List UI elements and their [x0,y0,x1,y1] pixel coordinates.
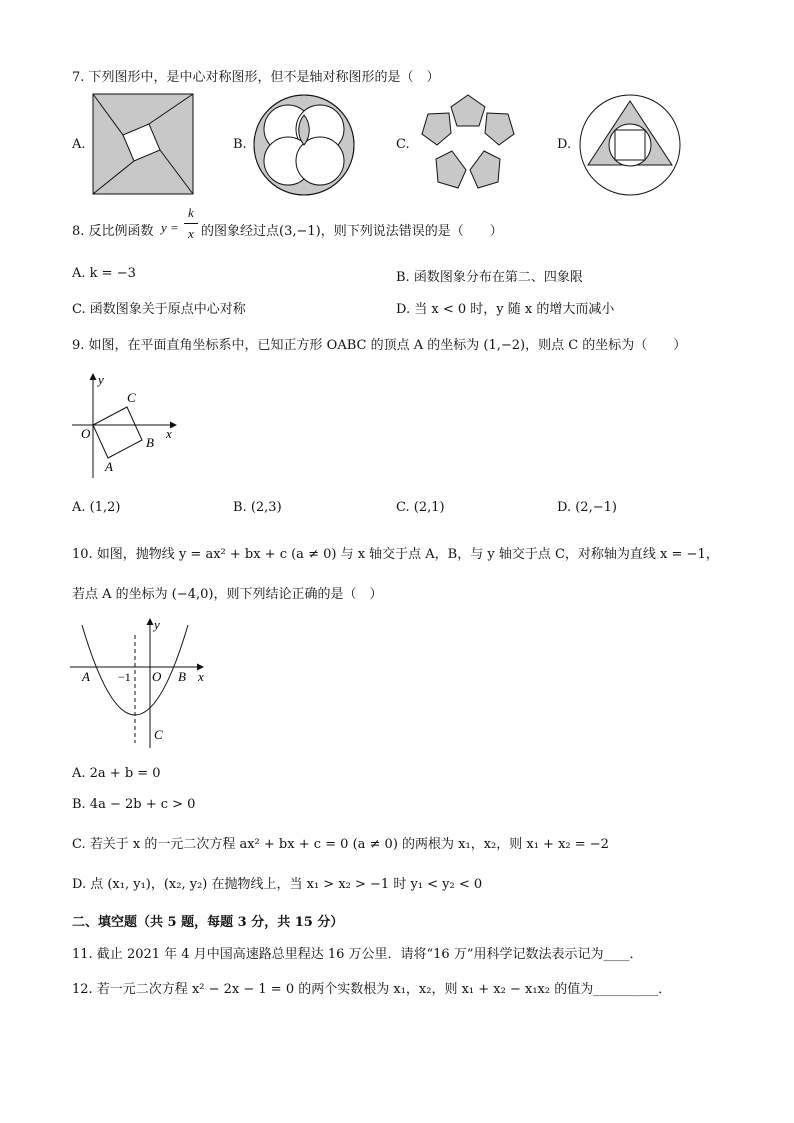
q9-option-d: D. (2,−1) [557,500,617,515]
q10-label-neg1: −1 [118,670,131,684]
q9-label-x: x [166,426,172,441]
q8-function-lhs: y = [161,220,179,235]
q8-fraction-denominator: x [188,226,194,241]
q9-label-b: B [146,435,154,450]
q10-label-c: C [154,727,163,742]
q10-label-o: O [152,669,162,684]
q9-stem: 9. 如图，在平面直角坐标系中，已知正方形 OABC 的顶点 A 的坐标为 (1,−2)，则点 C 的坐标为（ ） [72,338,687,353]
q10-option-d: D. 点 (x₁, y₁)，(x₂, y₂) 在抛物线上，当 x₁ > x₂ > −1 时 y₁ < y₂ < 0 [72,877,483,892]
q9-option-c: C. (2,1) [396,500,445,515]
q7-figure-b [252,93,356,197]
q10-stem-line2: 若点 A 的坐标为 (−4,0)，则下列结论正确的是（ ） [72,587,383,602]
q7-option-b-label: B. [233,137,247,152]
q7-figure-d [578,93,682,197]
q9-option-a: A. (1,2) [72,500,121,515]
q9-figure [72,370,182,482]
q7-figure-a [92,93,196,197]
q7-option-c-label: C. [396,137,410,152]
q8-option-b: B. 函数图象分布在第二、四象限 [396,270,583,285]
q9-option-b: B. (2,3) [233,500,282,515]
q9-label-a: A [105,459,113,474]
q10-option-a: A. 2a + b = 0 [72,766,161,781]
q9-label-o: O [81,426,91,441]
q7-option-d-label: D. [557,137,572,152]
q10-option-b: B. 4a − 2b + c > 0 [72,797,196,812]
q12-stem: 12. 若一元二次方程 x² − 2x − 1 = 0 的两个实数根为 x₁，x₂，则 x₁ + x₂ − x₁x₂ 的值为__________． [72,982,672,997]
q8-option-d: D. 当 x < 0 时，y 随 x 的增大而减小 [396,302,615,317]
q7-figure-c [414,93,522,197]
q8-option-a: A. k = −3 [72,266,136,281]
q10-figure [68,615,213,750]
q7-stem: 7. 下列图形中，是中心对称图形，但不是轴对称图形的是（ ） [72,70,440,85]
q10-label-a: A [82,669,90,684]
q7-option-a-label: A. [72,137,86,152]
q10-stem-line1: 10. 如图，抛物线 y = ax² + bx + c (a ≠ 0) 与 x 轴交于点 A，B，与 y 轴交于点 C，对称轴为直线 x = −1， [72,547,719,562]
q11-stem: 11. 截止 2021 年 4 月中国高速路总里程达 16 万公里．请将“16 万”用科学记数法表示记为____． [72,947,643,962]
q8-fraction-numerator: k [188,205,194,220]
q9-label-c: C [127,390,136,405]
q10-label-b: B [178,669,186,684]
q10-label-x: x [198,669,204,684]
q8-option-c: C. 函数图象关于原点中心对称 [72,302,246,317]
q10-option-c: C. 若关于 x 的一元二次方程 ax² + bx + c = 0 (a ≠ 0) 的两根为 x₁，x₂，则 x₁ + x₂ = −2 [72,837,609,852]
q8-fraction-bar [184,223,198,224]
q9-label-y: y [98,372,104,387]
q8-stem-pre: 8. 反比例函数 [72,224,154,239]
q10-label-y: y [154,617,160,632]
section-title: 二、填空题（共 5 题，每题 3 分，共 15 分） [72,915,344,930]
q8-stem-post: 的图象经过点(3,−1)，则下列说法错误的是（ ） [201,224,503,239]
